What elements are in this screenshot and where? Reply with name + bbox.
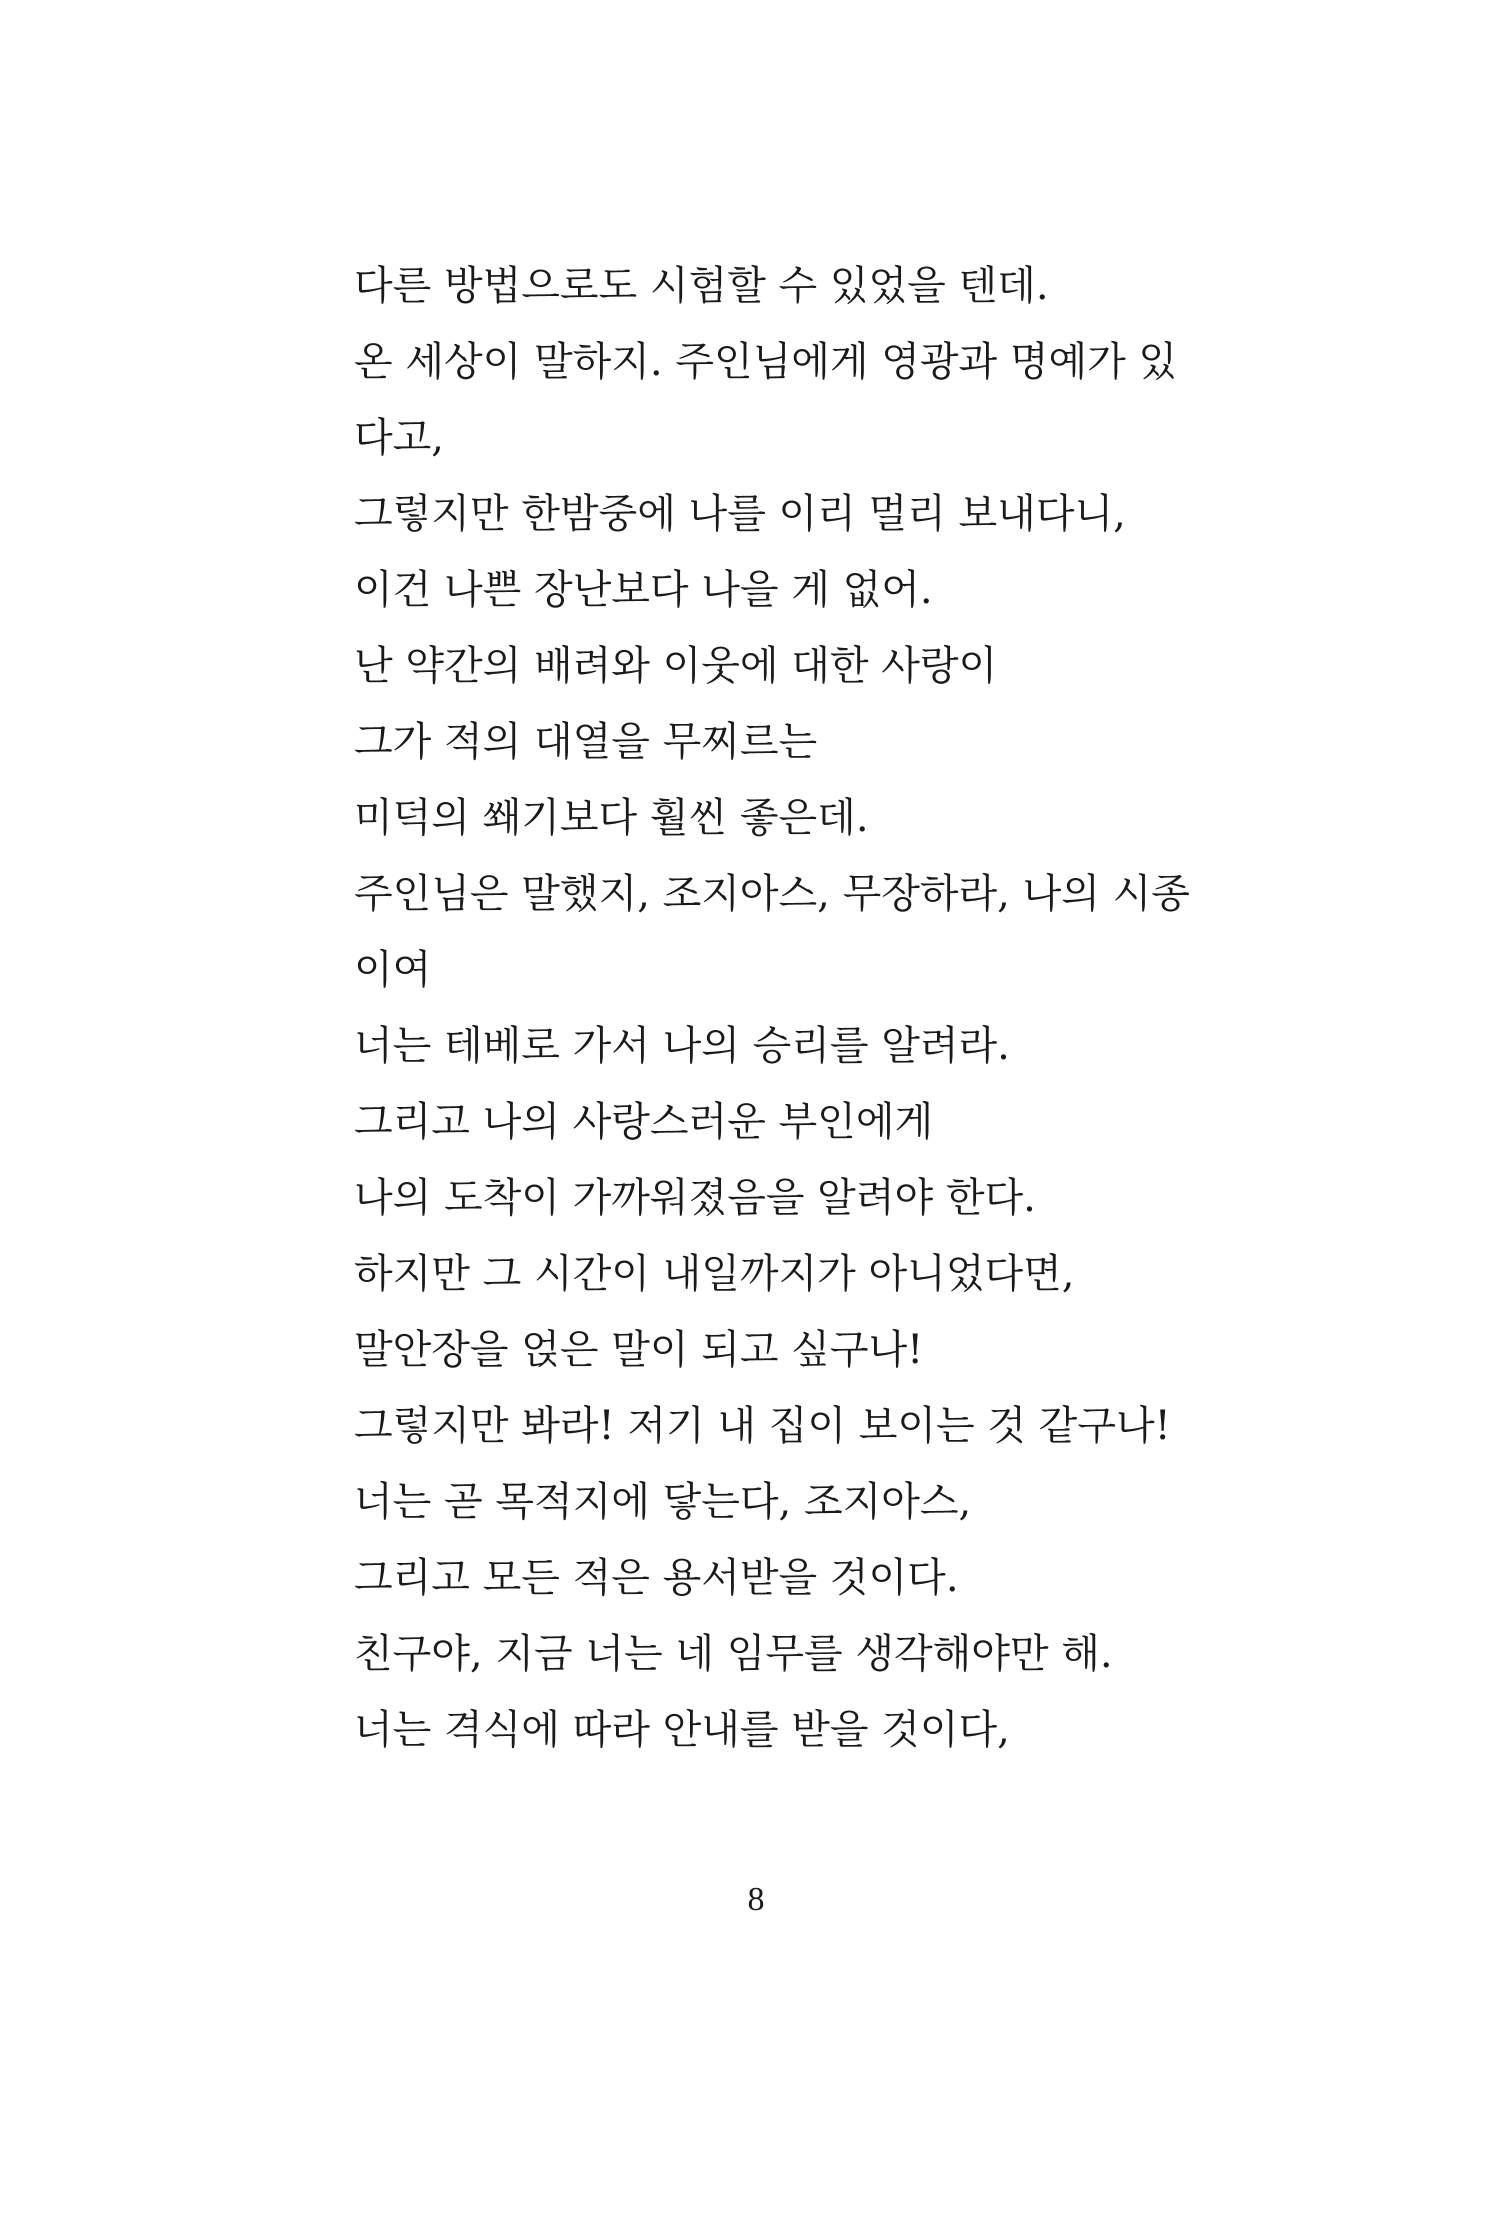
text-line: 미덕의 쐐기보다 훨씬 좋은데. bbox=[354, 795, 869, 841]
text-line: 주인님은 말했지, 조지아스, 무장하라, 나의 시종 bbox=[354, 871, 1190, 917]
text-line: 다고, bbox=[354, 415, 444, 461]
text-line: 그리고 나의 사랑스러운 부인에게 bbox=[354, 1099, 934, 1145]
page-number: 8 bbox=[747, 1881, 765, 1918]
text-line: 이여 bbox=[354, 947, 432, 993]
text-line: 그렇지만 한밤중에 나를 이리 멀리 보내다니, bbox=[354, 491, 1126, 537]
text-line: 너는 곧 목적지에 닿는다, 조지아스, bbox=[354, 1479, 972, 1525]
text-line: 너는 테베로 가서 나의 승리를 알려라. bbox=[354, 1023, 1010, 1069]
text-line: 너는 격식에 따라 안내를 받을 것이다, bbox=[354, 1707, 1010, 1753]
text-line: 난 약간의 배려와 이웃에 대한 사랑이 bbox=[354, 643, 998, 689]
text-line: 이건 나쁜 장난보다 나을 게 없어. bbox=[354, 567, 933, 613]
text-line: 다른 방법으로도 시험할 수 있었을 텐데. bbox=[354, 263, 1049, 309]
text-line: 말안장을 얹은 말이 되고 싶구나! bbox=[354, 1327, 924, 1373]
text-line: 나의 도착이 가까워졌음을 알려야 한다. bbox=[354, 1175, 1036, 1221]
text-line: 온 세상이 말하지. 주인님에게 영광과 명예가 있 bbox=[354, 339, 1178, 385]
poem-text-block bbox=[354, 248, 1214, 1768]
text-line: 친구야, 지금 너는 네 임무를 생각해야만 해. bbox=[354, 1631, 1113, 1677]
text-line: 그가 적의 대열을 무찌르는 bbox=[354, 719, 818, 765]
text-line: 그렇지만 봐라! 저기 내 집이 보이는 것 같구나! bbox=[354, 1403, 1171, 1449]
text-line: 그리고 모든 적은 용서받을 것이다. bbox=[354, 1555, 959, 1601]
text-line: 하지만 그 시간이 내일까지가 아니었다면, bbox=[354, 1251, 1075, 1297]
